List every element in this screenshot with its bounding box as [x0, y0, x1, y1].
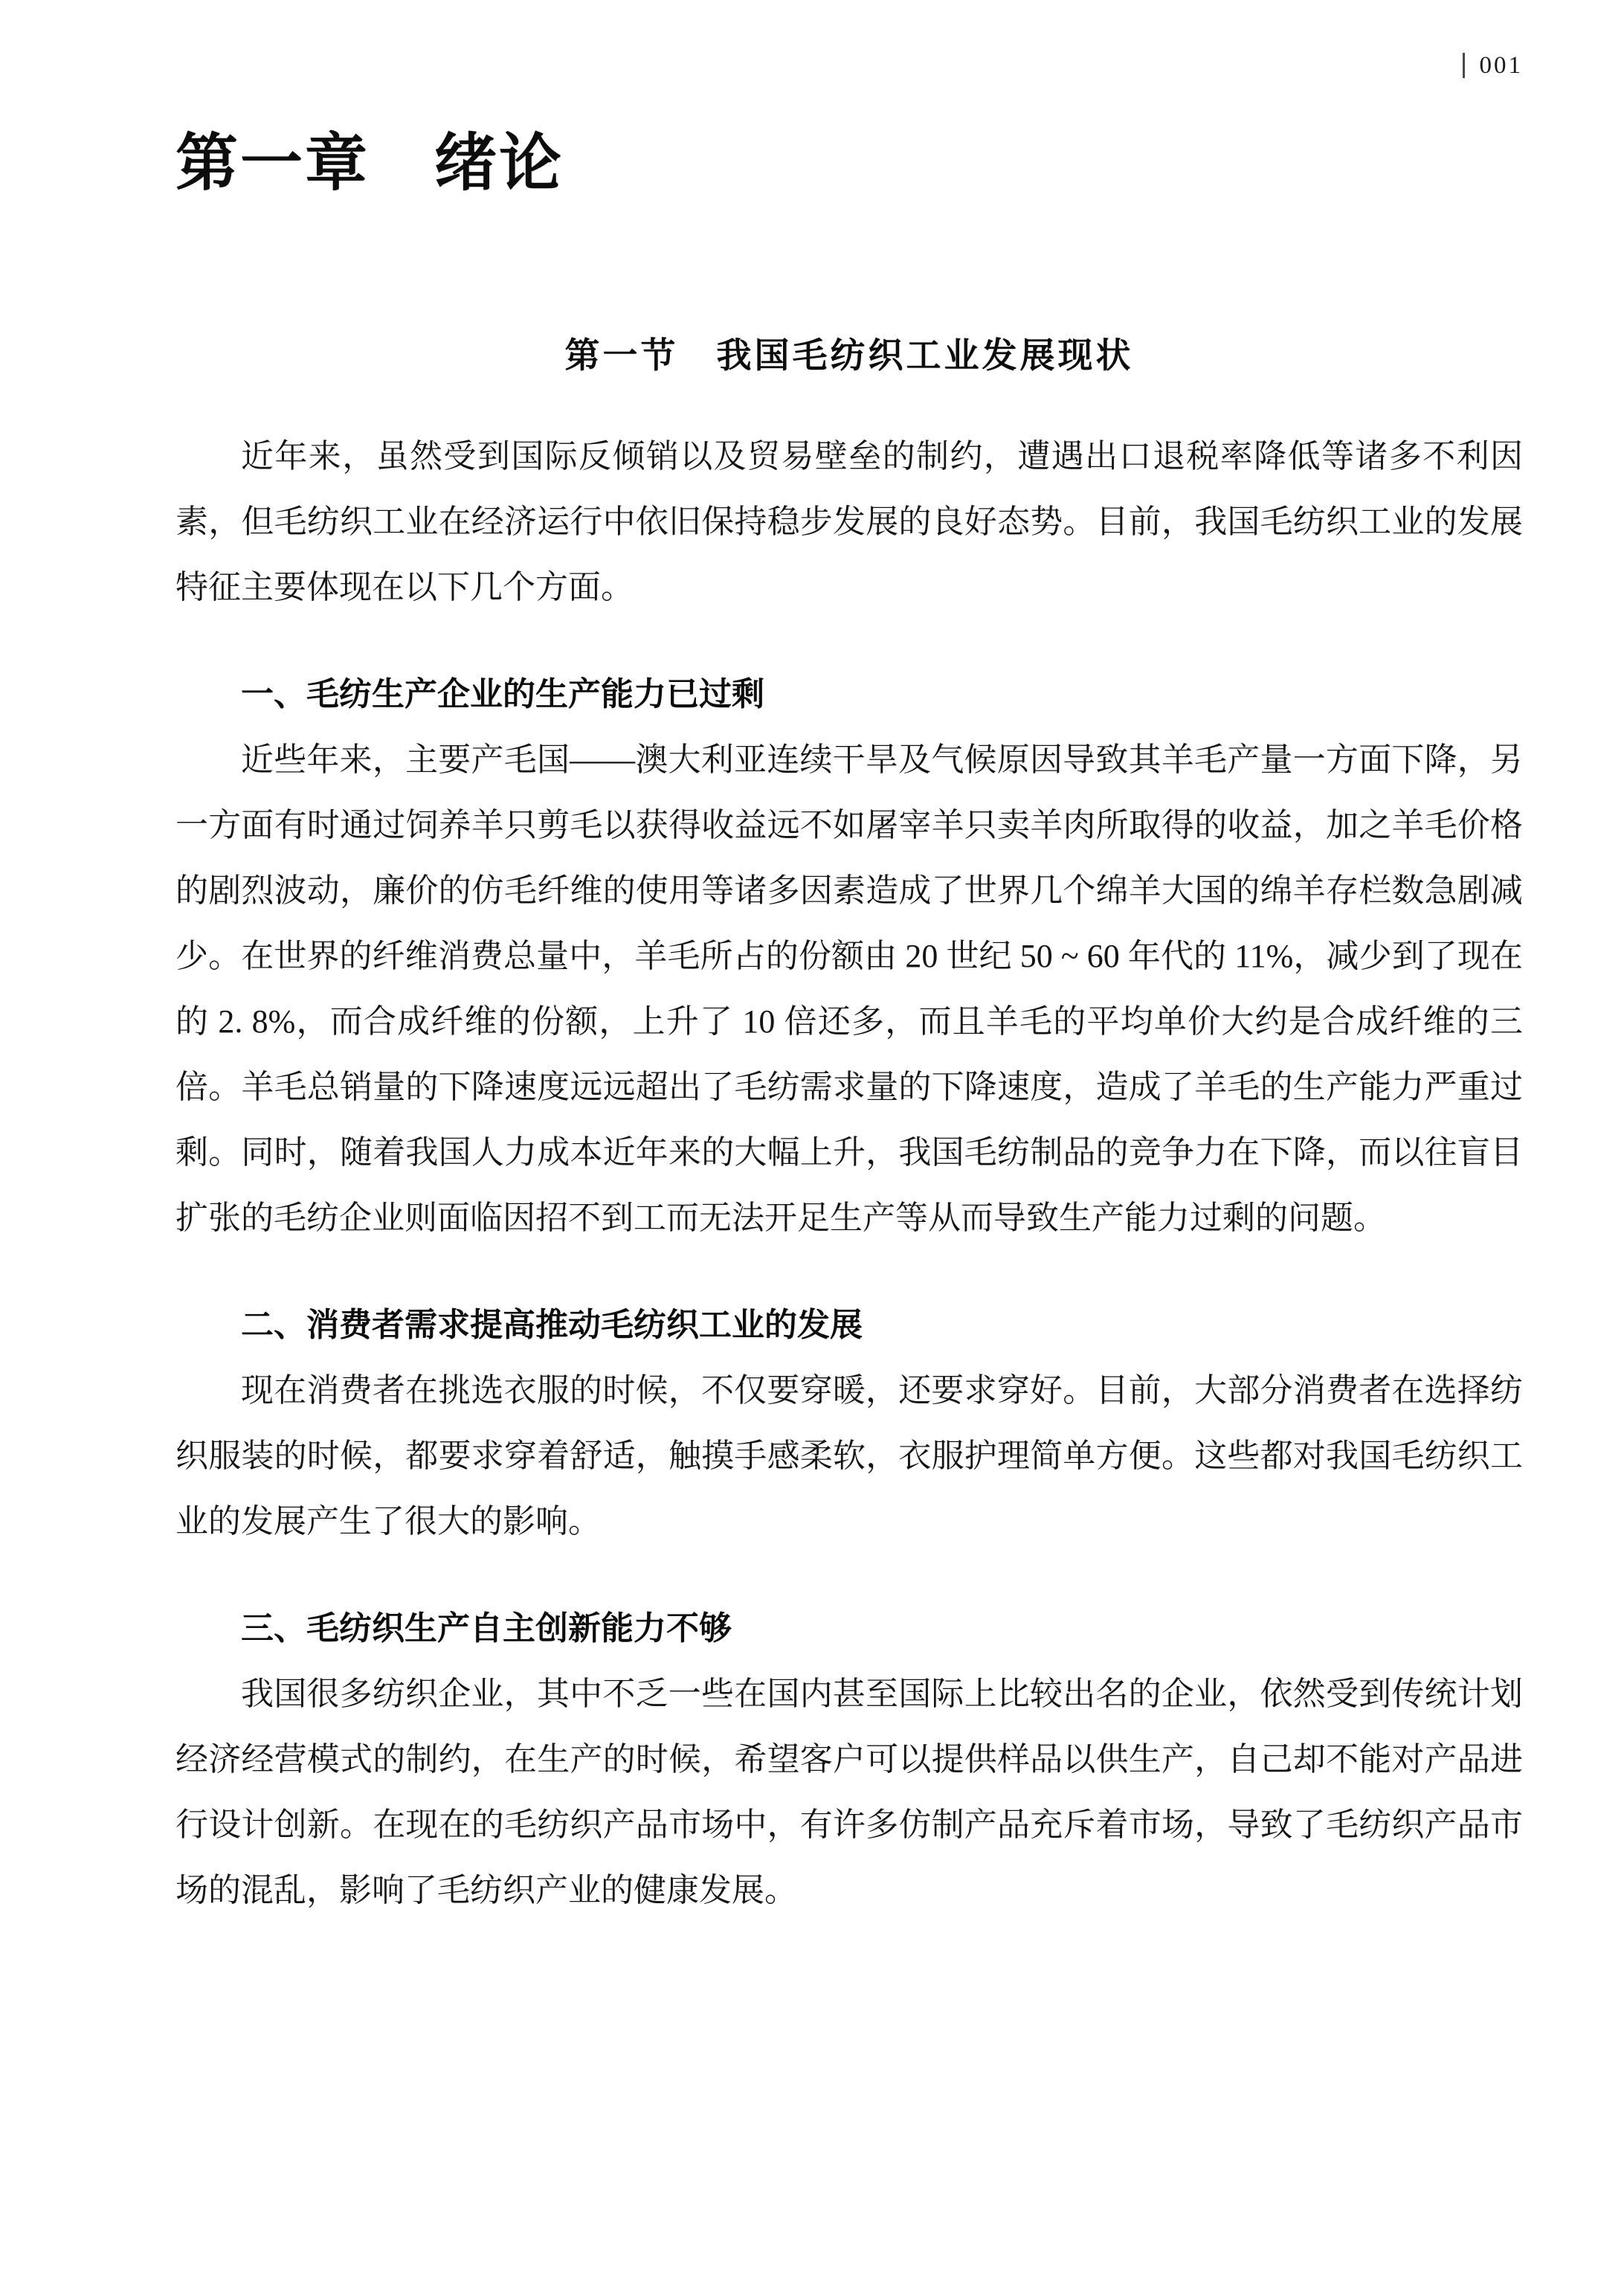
page-number: 001: [1479, 51, 1523, 79]
page-header: [175, 49, 1523, 82]
subsection-3-heading: 三、毛纺织生产自主创新能力不够: [241, 1610, 732, 1647]
page-number-block: [1463, 52, 1524, 80]
subsection-1-heading: 一、毛纺生产企业的生产能力已过剩: [241, 676, 764, 712]
intro-paragraph: 近年来，虽然受到国际反倾销以及贸易壁垒的制约，遭遇出口退税率降低等诸多不利因素，但毛纺织工业在经济运行中依旧保持稳步发展的良好态势。目前，我国毛纺织工业的发展特征主要体现在以下几个方面。: [175, 438, 1523, 605]
subsection-2: [175, 1293, 1523, 1554]
section-title: 第一节 我国毛纺织工业发展现状: [564, 335, 1134, 375]
subsection-1-paragraph: 近些年来，主要产毛国——澳大利亚连续干旱及气候原因导致其羊毛产量一方面下降，另一方面有时通过饲养羊只剪毛以获得收益远不如屠宰羊只卖羊肉所取得的收益，加之羊毛价格的剧烈波动，廉价的仿毛纤维的使用等诸多因素造成了世界几个绵羊大国的绵羊存栏数急剧减少。在世界的纤维消费总量中，羊毛所占的份额由 20 世纪 50 ~ 60 年代的 11%，减少到了现在的 2. 8%，而合成纤维的份额，上升了 10 倍还多，而且羊毛的平均单价大约是合成纤维的三倍。羊毛总销量的下降速度远远超出了毛纺需求量的下降速度，造成了羊毛的生产能力严重过剩。同时，随着我国人力成本近年来的大幅上升，我国毛纺制品的竞争力在下降，而以往盲目扩张的毛纺企业则面临因招不到工而无法开足生产等从而导致生产能力过剩的问题。: [175, 742, 1523, 1236]
subsection-2-paragraph: 现在消费者在挑选衣服的时候，不仅要穿暖，还要求穿好。目前，大部分消费者在选择纺织服装的时候，都要求穿着舒适，触摸手感柔软，衣服护理简单方便。这些都对我国毛纺织工业的发展产生了很大的影响。: [175, 1372, 1523, 1540]
page-number-rule: [1463, 53, 1465, 78]
subsection-3-paragraph: 我国很多纺织企业，其中不乏一些在国内甚至国际上比较出名的企业，依然受到传统计划经济经营模式的制约，在生产的时候，希望客户可以提供样品以供生产，自己却不能对产品进行设计创新。在现在的毛纺织产品市场中，有许多仿制产品充斥着市场，导致了毛纺织产品市场的混乱，影响了毛纺织产业的健康发展。: [175, 1676, 1523, 1908]
subsection-1: [175, 662, 1523, 1251]
chapter-title: 第一章 绪论: [175, 129, 564, 199]
subsection-3: [175, 1596, 1523, 1923]
subsection-2-heading: 二、消费者需求提高推动毛纺织工业的发展: [241, 1307, 863, 1343]
